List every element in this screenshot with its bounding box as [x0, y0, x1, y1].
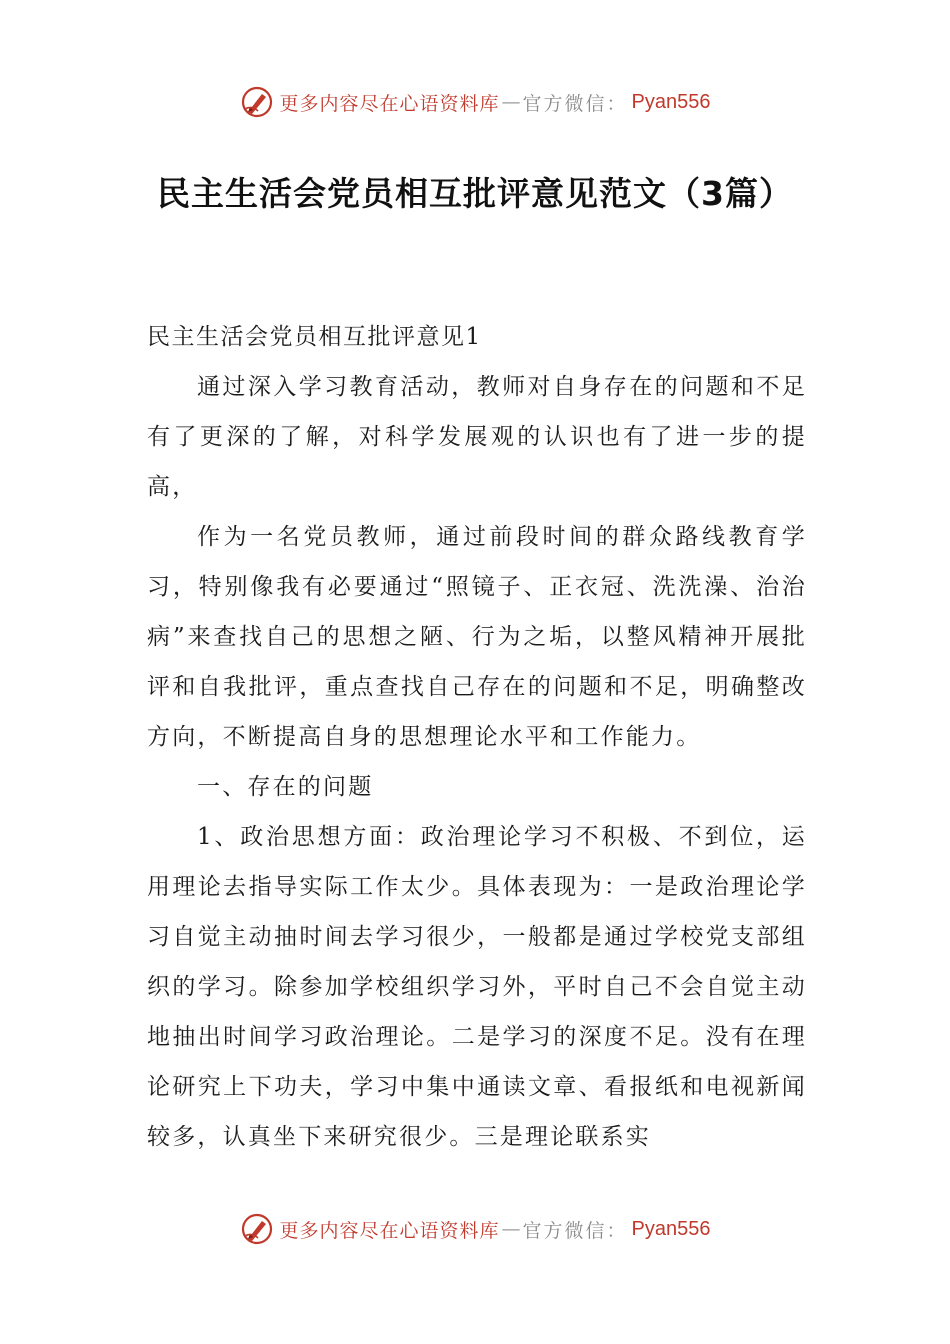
paragraph-2: 作为一名党员教师，通过前段时间的群众路线教育学习，特别像我有必要通过“照镜子、正衣冠、洗洗澡、治治病”来查找自己的思想之陋、行为之垢，以整风精神开展批评和自我批评，重点查找自己存在的问题和不足，明确整改方向，不断提高自身的思想理论水平和工作能力。	[147, 524, 807, 750]
pen-nib-logo-icon	[240, 85, 274, 119]
footer-watermark-banner	[0, 1209, 950, 1249]
paragraph-3: 1、政治思想方面：政治理论学习不积极、不到位，运用理论去指导实际工作太少。具体表现为：一是政治理论学习自觉主动抽时间去学习很少，一般都是通过学校党支部组织的学习。除参加学校组织学习外，平时自己不会自觉主动地抽出时间学习政治理论。二是学习的深度不足。没有在理论研究上下功夫，学习中集中通读文章、看报纸和电视新闻较多，认真坐下来研究很少。三是理论联系实	[147, 824, 807, 1150]
banner-dash: —	[501, 1218, 521, 1240]
banner-wechat-label: 官方微信：	[522, 92, 628, 115]
pen-nib-logo-icon	[240, 1212, 274, 1246]
banner-dash: —	[501, 91, 521, 113]
section-subtitle: 民主生活会党员相互批评意见1	[147, 324, 482, 350]
banner-wechat-label: 官方微信：	[522, 1219, 628, 1242]
banner-wechat-id: Pyan556	[631, 1217, 711, 1240]
banner-slogan: 更多内容尽在心语资料库	[279, 1219, 500, 1242]
banner-wechat-id: Pyan556	[631, 90, 711, 113]
section-heading-problems: 一、存在的问题	[197, 774, 374, 800]
document-body	[147, 312, 807, 1162]
banner-slogan: 更多内容尽在心语资料库	[279, 92, 500, 115]
paragraph-1: 通过深入学习教育活动，教师对自身存在的问题和不足有了更深的了解，对科学发展观的认识也有了进一步的提高，	[147, 374, 807, 500]
document-title: 民主生活会党员相互批评意见范文（3篇）	[157, 174, 793, 213]
header-watermark-banner	[0, 82, 950, 122]
